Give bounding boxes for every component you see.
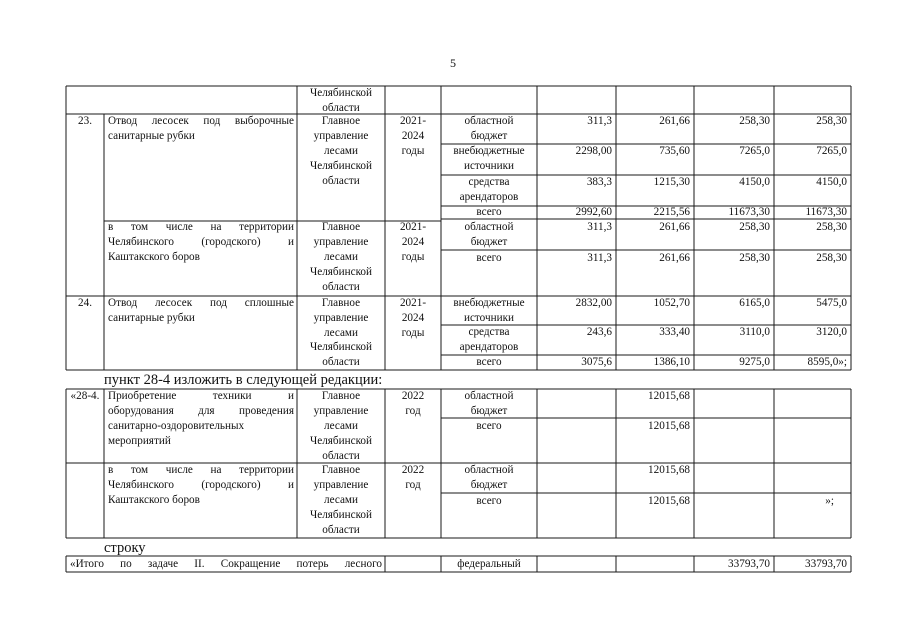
value-cell: 2298,00	[575, 145, 612, 157]
funding-source: всего	[476, 495, 502, 507]
value-cell: 8595,0»;	[807, 356, 847, 368]
period-cell: 2021- 2024 годы	[399, 297, 427, 339]
row-number: 24.	[78, 297, 92, 309]
value-cell: 1215,30	[653, 176, 690, 188]
value-cell: 3120,0	[816, 326, 847, 338]
funding-source: федеральный	[457, 558, 521, 570]
row-number: 23.	[78, 115, 92, 127]
value-cell: 258,30	[739, 115, 770, 127]
measure-name: в том числе на территории Челябинского (городского) и Каштакского боров	[108, 221, 294, 263]
value-cell: 7265,0	[816, 145, 847, 157]
executor-cell: Главное управление лесами Челябинской области	[309, 221, 373, 293]
value-cell: 311,3	[587, 252, 612, 264]
value-cell: 9275,0	[739, 356, 770, 368]
value-cell: 333,40	[659, 326, 690, 338]
measure-name: Приобретение техники и оборудования для проведения санитарно-оздоровительных мероприятий	[108, 390, 294, 447]
funding-source: областной бюджет	[464, 390, 514, 417]
value-cell: 2832,00	[575, 297, 612, 309]
value-cell: 735,60	[659, 145, 690, 157]
value-cell: 311,3	[587, 115, 612, 127]
amendment-text: строку	[104, 540, 146, 556]
funding-source: средства арендаторов	[459, 326, 519, 353]
value-cell: 258,30	[816, 115, 847, 127]
value-cell: 3075,6	[581, 356, 612, 368]
value-cell: 11673,30	[728, 206, 770, 218]
total-row-name: «Итого по задаче II. Сокращение потерь лесного	[70, 558, 382, 570]
value-cell: 261,66	[659, 221, 690, 233]
value-cell: 258,30	[816, 221, 847, 233]
funding-source: всего	[476, 206, 502, 218]
value-cell: 258,30	[816, 252, 847, 264]
row-number: «28-4.	[70, 390, 100, 402]
period-cell: 2022 год	[401, 464, 425, 491]
measure-name: в том числе на территории Челябинского (городского) и Каштакского боров	[108, 464, 294, 506]
page-number: 5	[450, 56, 456, 70]
funding-source: всего	[476, 420, 502, 432]
value-cell: 4150,0	[816, 176, 847, 188]
funding-source: внебюджетные источники	[453, 145, 525, 172]
funding-source: всего	[476, 252, 502, 264]
funding-source: областной бюджет	[464, 115, 514, 142]
value-cell: 243,6	[586, 326, 612, 338]
period-cell: 2021- 2024 годы	[399, 221, 427, 263]
value-cell: 12015,68	[648, 495, 690, 507]
executor-cell: Главное управление лесами Челябинской области	[309, 297, 373, 369]
value-cell: 6165,0	[739, 297, 770, 309]
executor-cell: Главное управление лесами Челябинской области	[309, 390, 373, 462]
value-cell: 3110,0	[739, 326, 770, 338]
value-cell: 12015,68	[648, 420, 690, 432]
funding-source: средства арендаторов	[459, 176, 519, 203]
funding-source: областной бюджет	[464, 464, 514, 491]
value-cell: 261,66	[659, 115, 690, 127]
value-cell: 4150,0	[739, 176, 770, 188]
period-cell: 2022 год	[401, 390, 425, 417]
value-cell: 12015,68	[648, 390, 690, 402]
measure-name: Отвод лесосек под сплошные санитарные рубки	[108, 297, 294, 324]
value-cell: 311,3	[587, 221, 612, 233]
executor-cell: Главное управление лесами Челябинской области	[309, 115, 373, 187]
measure-name: Отвод лесосек под выборочные санитарные рубки	[108, 115, 294, 142]
value-cell: 2992,60	[575, 206, 612, 218]
value-cell: 258,30	[739, 221, 770, 233]
value-cell: 12015,68	[648, 464, 690, 476]
value-cell: 261,66	[659, 252, 690, 264]
value-cell: 7265,0	[739, 145, 770, 157]
value-cell: 33793,70	[805, 558, 847, 570]
executor-cell: Главное управление лесами Челябинской области	[309, 464, 373, 536]
funding-source: внебюджетные источники	[453, 297, 525, 324]
value-cell: 1052,70	[653, 297, 690, 309]
period-cell: 2021- 2024 годы	[399, 115, 427, 157]
closing-quote: »;	[825, 495, 834, 507]
funding-source: всего	[476, 356, 502, 368]
value-cell: 5475,0	[816, 297, 847, 309]
executor-cell: Челябинской области	[309, 87, 373, 114]
value-cell: 2215,56	[653, 206, 690, 218]
value-cell: 1386,10	[653, 356, 690, 368]
value-cell: 11673,30	[805, 206, 847, 218]
amendment-text: пункт 28-4 изложить в следующей редакции:	[104, 372, 383, 388]
funding-source: областной бюджет	[464, 221, 514, 248]
value-cell: 383,3	[586, 176, 612, 188]
value-cell: 33793,70	[728, 558, 770, 570]
value-cell: 258,30	[739, 252, 770, 264]
